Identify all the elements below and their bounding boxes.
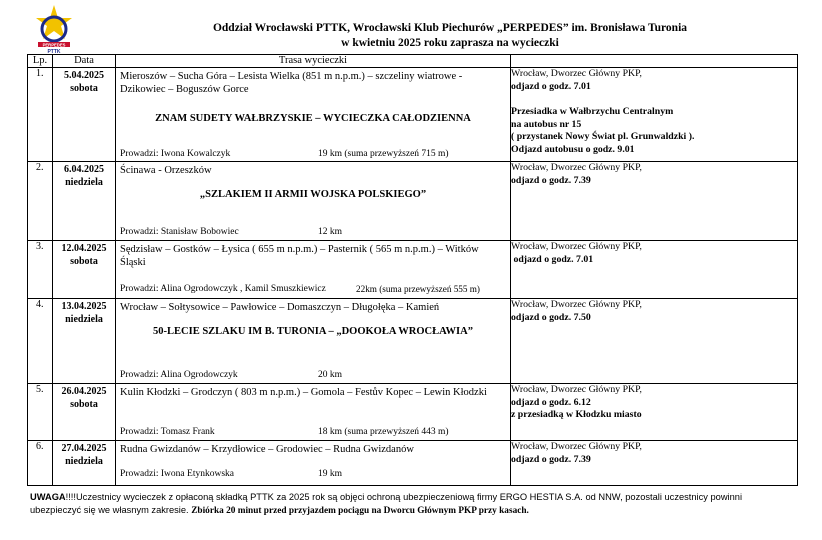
transfer-line: Przesiadka w Wałbrzychu Centralnym <box>511 106 674 117</box>
route-cell <box>116 441 511 486</box>
departure-cell <box>511 162 798 241</box>
departure-station: Wrocław, Dworzec Główny PKP, <box>511 162 642 173</box>
footer-bold: Zbiórka 20 minut przed przyjazdem pociągu na Dworcu Głównym PKP przy kasach. <box>191 506 529 516</box>
row-date <box>53 441 116 486</box>
col-route: Trasa wycieczki <box>116 55 511 68</box>
departure-time: odjazd o godz. 7.39 <box>511 453 591 465</box>
departure-time: odjazd o godz. 7.50 <box>511 311 591 323</box>
footer-note <box>30 491 790 518</box>
route-text: Wrocław – Sołtysowice – Pawłowice – Domaszczyn – Długołęka – Kamień <box>120 302 440 313</box>
route-leader: Prowadzi: Alina Ogrodowczyk , Kamil Smuszkiewicz <box>120 284 326 294</box>
footer-uwaga: UWAGA <box>30 492 66 502</box>
route-leader: Prowadzi: Tomasz Frank <box>120 427 215 437</box>
route-title: „SZLAKIEM II ARMII WOJSKA POLSKIEGO” <box>199 189 427 200</box>
row-lp: 4. <box>28 299 53 384</box>
row-lp: 6. <box>28 441 53 486</box>
route-text: Mieroszów – Sucha Góra – Lesista Wielka (851 m n.p.m.) – szczeliny wiatrowe - Dzikowiec – Boguszów Gorce <box>120 71 463 95</box>
route-leader: Prowadzi: Alina Ogrodowczyk <box>120 370 238 380</box>
route-text: Kulin Kłodzki – Grodczyn ( 803 m n.p.m.) – Gomola – Festův Kopec – Lewin Kłodzki <box>120 387 487 398</box>
departure-cell <box>511 299 798 384</box>
route-distance: 12 km <box>318 227 343 237</box>
route-cell <box>116 162 511 241</box>
transfer-line: z przesiadką w Kłodzku miasto <box>511 409 642 420</box>
date-value: 26.04.2025 <box>61 386 107 397</box>
route-leader: Prowadzi: Stanisław Bobowiec <box>120 227 239 237</box>
table-row <box>28 162 798 241</box>
departure-cell <box>511 241 798 299</box>
departure-station: Wrocław, Dworzec Główny PKP, <box>511 441 642 452</box>
row-lp: 3. <box>28 241 53 299</box>
route-leader: Prowadzi: Iwona Kowalczyk <box>120 149 231 159</box>
route-leader: Prowadzi: Iwona Etynkowska <box>120 469 234 479</box>
route-text: Rudna Gwizdanów – Krzydłowice – Grodowiec – Rudna Gwizdanów <box>120 444 414 455</box>
departure-station: Wrocław, Dworzec Główny PKP, <box>511 384 642 395</box>
row-date <box>53 68 116 162</box>
col-lp: Lp. <box>28 55 53 68</box>
date-day: niedziela <box>65 456 103 467</box>
header-line2: w kwietniu 2025 roku zaprasza na wycieczki <box>341 37 559 49</box>
table-row <box>28 299 798 384</box>
route-distance: 19 km <box>318 469 343 479</box>
logo-star-icon <box>36 5 72 39</box>
date-day: niedziela <box>65 177 103 188</box>
route-distance: 22km (suma przewyższeń 555 m) <box>356 284 480 294</box>
trips-table <box>27 54 798 486</box>
route-text: Ścinawa - Orzeszków <box>120 165 212 176</box>
route-cell <box>116 384 511 441</box>
departure-station: Wrocław, Dworzec Główny PKP, <box>511 299 642 310</box>
date-day: niedziela <box>65 314 103 325</box>
header-line1: Oddział Wrocławski PTTK, Wrocławski Klub Piechurów „PERPEDES” im. Bronisława Turonia <box>212 22 688 34</box>
footer-text: !!!!Uczestnicy wycieczek z opłaconą składką PTTK za 2025 rok są objęci ochroną ubezpieczeniową firmy ERGO HESTIA S.A. od NNW, pozostali uczestnicy powinni ubezpieczyć się we własnym zakresie. <box>30 492 743 515</box>
table-row <box>28 384 798 441</box>
departure-time: odjazd o godz. 6.12 <box>511 396 591 408</box>
col-date: Data <box>53 55 116 68</box>
date-value: 13.04.2025 <box>61 301 107 312</box>
route-title: ZNAM SUDETY WAŁBRZYSKIE – WYCIECZKA CAŁODZIENNA <box>155 113 471 124</box>
transfer-line: Odjazd autobusu o godz. 9.01 <box>511 143 635 155</box>
departure-cell <box>511 384 798 441</box>
row-lp: 1. <box>28 68 53 162</box>
col-departure <box>511 55 798 68</box>
table-header-row <box>28 55 798 68</box>
date-day: sobota <box>70 399 98 410</box>
table-row <box>28 241 798 299</box>
route-title: 50-LECIE SZLAKU IM B. TURONIA – „DOOKOŁA WROCŁAWIA” <box>153 326 473 337</box>
transfer-line: na autobus nr 15 <box>511 118 582 130</box>
logo-text: PERPEDES <box>42 42 66 48</box>
row-date <box>53 162 116 241</box>
route-distance: 20 km <box>318 370 343 380</box>
row-lp: 2. <box>28 162 53 241</box>
route-text: Sędzisław – Gostków – Łysica ( 655 m n.p.m.) – Pasternik ( 565 m n.p.m.) – Witków Śląski <box>120 244 479 268</box>
date-value: 5.04.2025 <box>64 70 104 81</box>
route-cell <box>116 241 511 299</box>
departure-time: odjazd o godz. 7.01 <box>511 80 591 92</box>
departure-cell <box>511 68 798 162</box>
date-day: sobota <box>70 83 98 94</box>
departure-station: Wrocław, Dworzec Główny PKP, <box>511 68 642 79</box>
departure-time: odjazd o godz. 7.39 <box>511 174 591 186</box>
row-date <box>53 299 116 384</box>
table-row <box>28 441 798 486</box>
row-date <box>53 241 116 299</box>
table-row <box>28 68 798 162</box>
route-distance: 18 km (suma przewyższeń 443 m) <box>318 427 449 437</box>
route-cell <box>116 68 511 162</box>
logo-sub: PTTK <box>47 49 61 54</box>
date-day: sobota <box>70 256 98 267</box>
route-cell <box>116 299 511 384</box>
club-logo <box>34 4 74 54</box>
departure-station: Wrocław, Dworzec Główny PKP, <box>511 241 642 252</box>
departure-time: odjazd o godz. 7.01 <box>511 253 594 265</box>
row-lp: 5. <box>28 384 53 441</box>
departure-cell <box>511 441 798 486</box>
date-value: 27.04.2025 <box>61 443 107 454</box>
row-date <box>53 384 116 441</box>
date-value: 12.04.2025 <box>61 243 107 254</box>
route-distance: 19 km (suma przewyższeń 715 m) <box>318 149 449 159</box>
date-value: 6.04.2025 <box>64 164 104 175</box>
transfer-line: ( przystanek Nowy Świat pl. Grunwaldzki ). <box>511 131 695 142</box>
